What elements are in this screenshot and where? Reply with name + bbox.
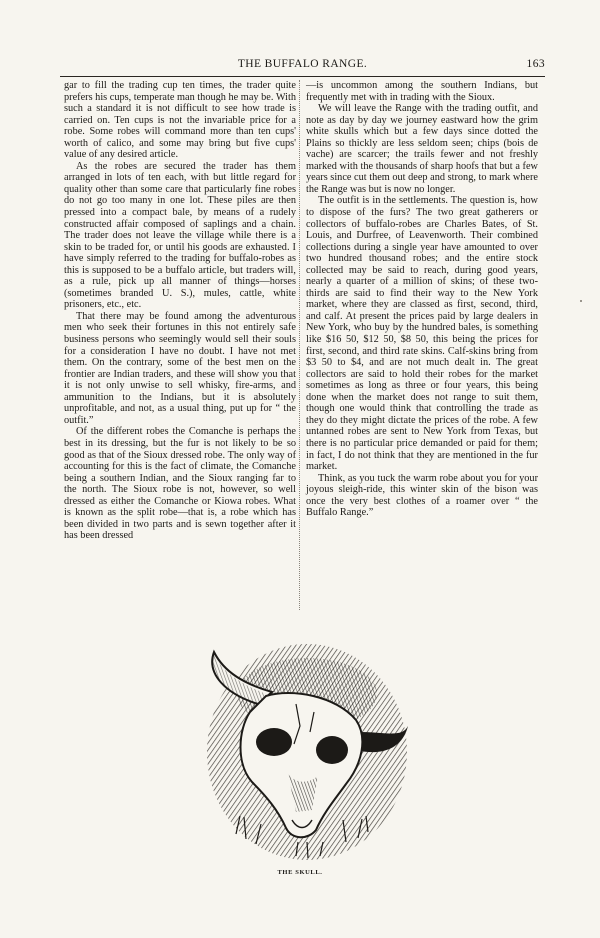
margin-mark	[580, 300, 582, 302]
column-divider	[299, 80, 300, 610]
paragraph: That there may be found among the adventurous men who seek their fortunes in this not entirely safe business persons who seemingly would sell their souls for a consideration I have no doubt. I have not met them. On the contrary, some of the best men on the frontier are Indian traders, and these will show you that it is not only unwise to sell whisky, fire-arms, and ammunition to the Indians, but it is absolutely unprofitable, and not, as a usual thing, put up for “ the outfit.”	[64, 310, 296, 426]
paragraph: We will leave the Range with the trading outfit, and note as day by day we journey eastward how the grim white skulls which but a few days since dotted the Plains so thickly are less seldom seen; chips (bois de vache) are scarcer; the trails fewer and not freshly marked with the thousands of sharp hoofs that but a few years since cut them out deep and strong, to mark where the Range was but is now no longer.	[306, 103, 538, 195]
figure-caption: THE SKULL.	[277, 869, 323, 876]
paragraph: Of the different robes the Comanche is perhaps the best in its dressing, but the fur is not likely to be so good as that of the Sioux dressed robe. The only way of accounting for this is the fact of climate, the Comanche being a southern Indian, and the Sioux ranging far to the north. The Sioux robe is not, however, so well dressed as either the Comanche or Kiowa robes. What is known as the split robe—that is, a robe which has been divided in two parts and is sewn together after it has been dressed	[64, 426, 296, 542]
skull-engraving-icon	[196, 634, 418, 866]
right-column	[306, 80, 538, 519]
running-head: THE BUFFALO RANGE.	[237, 58, 368, 70]
header-rule	[60, 76, 545, 77]
paragraph: gar to fill the trading cup ten times, the trader quite prefers his cups, temperate man though he may be. With such a standard it is not difficult to see how trade is carried on. Ten cups is not the invariable price for a robe. Some robes will command more than ten cups' worth of calico, and some may bring but five cups' value of any desired article.	[64, 80, 296, 161]
left-column	[64, 80, 296, 542]
paragraph: —is uncommon among the southern Indians, but frequently met with in trading with the Sioux.	[306, 80, 538, 103]
page-number: 163	[526, 58, 545, 70]
page-header	[60, 58, 545, 74]
skull-illustration	[196, 634, 418, 866]
paragraph: The outfit is in the settlements. The question is, how to dispose of the furs? The two great gatherers or collectors of buffalo-robes are Charles Bates, of St. Louis, and Durfree, of Leavenworth. Their combined collections during a single year have amounted to over two hundred thousand robes; and the entire stock collected may be said to reach, during good years, nearly a quarter of a million of skins; of these two-thirds are said to find their way to the New York market, where they are classed as first, second, third, and calf. At present the prices paid by large dealers in New York, who buy by the hundred bales, is something like $16 50, $12 50, $8 50, this being the prices for first, second, and third rate skins. Calf-skins bring from $3 50 to $4, and are not much dealt in. The great collectors are said to hold their robes for the market sometimes as long as three or four years, this being done when the market does not range to suit them, though one would think that controlling the trade as they do they might dictate the prices of the robe. A few untanned robes are sent to New York from Texas, but there is no particular price demanded or paid for them; in fact, I do not think that they are mentioned in the fur market.	[306, 195, 538, 473]
paragraph: Think, as you tuck the warm robe about you for your joyous sleigh-ride, this winter skin of the bison was once the very best clothes of a roamer over “ the Buffalo Range.”	[306, 472, 538, 519]
paragraph: As the robes are secured the trader has them arranged in lots of ten each, with but little regard for quality other than some care that particularly fine robes do not go too many in one lot. These piles are then pressed into a compact bale, by means of a rudely constructed affair composed of saplings and a chain. The trader does not leave the village while there is a skin to be traded for, or until his goods are exhausted. I have simply referred to the trading for buffalo-robes as this is supposed to be a buffalo article, but traders will, as a rule, pick up all manner of things—horses (sometimes branded U. S.), mules, cattle, white prisoners, etc., etc.	[64, 160, 296, 311]
